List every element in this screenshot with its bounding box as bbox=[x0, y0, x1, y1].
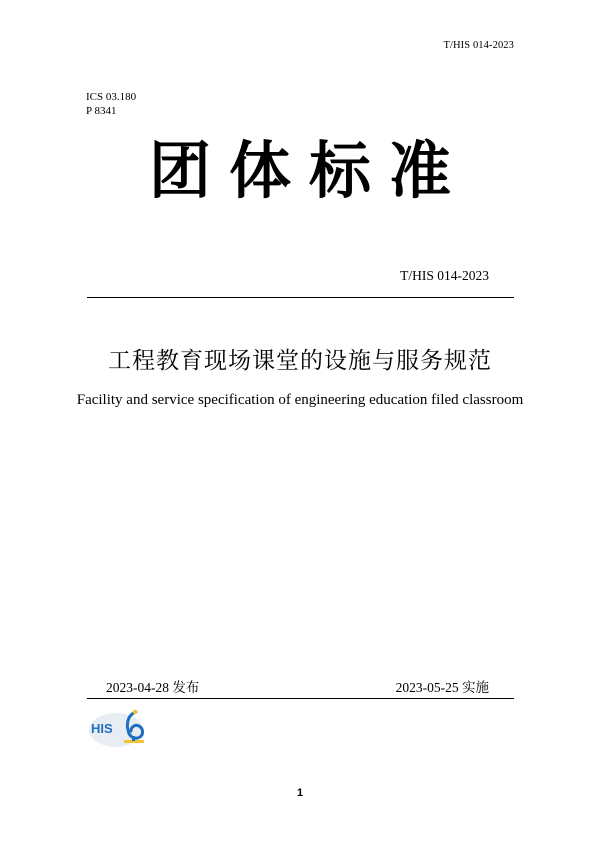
ics-code: ICS 03.180 bbox=[86, 91, 137, 103]
english-title: Facility and service specification of engineering education filed classroom bbox=[76, 392, 524, 408]
microscope-logo-icon bbox=[88, 706, 148, 750]
implementation-date: 2023-05-25 实施 bbox=[395, 680, 489, 695]
header-standard-code: T/HIS 014-2023 bbox=[443, 40, 514, 51]
top-divider bbox=[87, 297, 514, 298]
standard-number: T/HIS 014-2023 bbox=[400, 268, 489, 283]
document-type-title: 团体标准 bbox=[148, 134, 469, 207]
ccs-code: P 8341 bbox=[86, 105, 117, 117]
bottom-divider bbox=[87, 698, 514, 699]
his-logo bbox=[88, 706, 148, 750]
page-number: 1 bbox=[296, 787, 304, 799]
classification-block bbox=[86, 90, 136, 118]
logo-text: HIS bbox=[91, 721, 113, 736]
release-date: 2023-04-28 发布 bbox=[106, 680, 200, 695]
chinese-title: 工程教育现场课堂的设施与服务规范 bbox=[108, 348, 492, 374]
